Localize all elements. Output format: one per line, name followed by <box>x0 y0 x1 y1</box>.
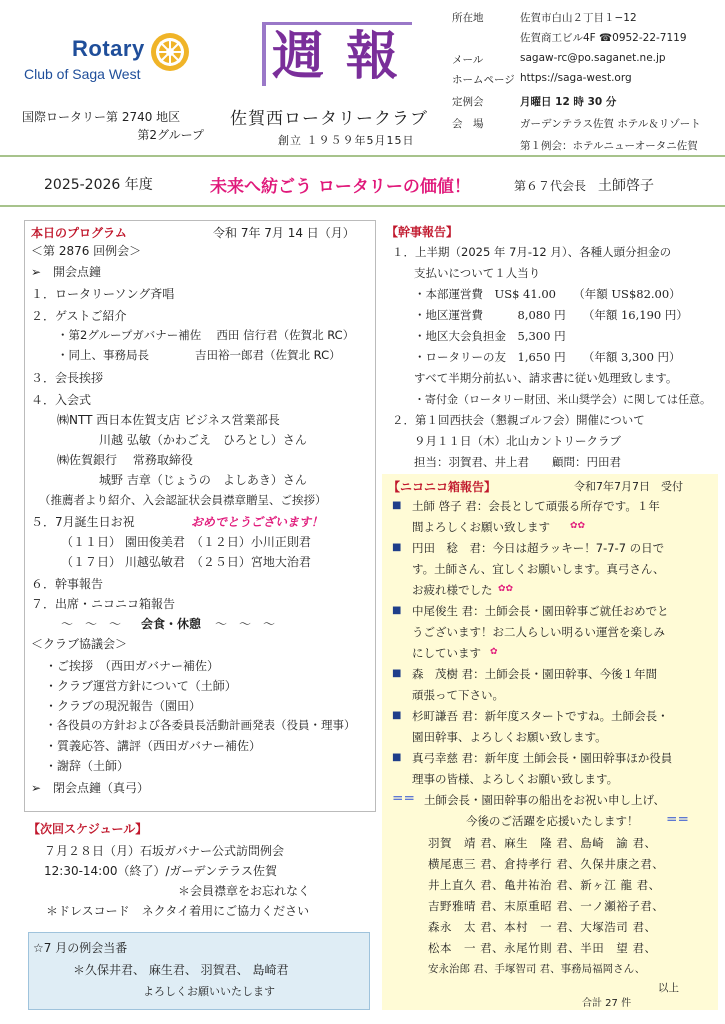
program-line: ・クラブの現況報告（園田） <box>45 699 202 713</box>
schedule-line: ＊ドレスコード ネクタイ着用にご協力ください <box>46 904 310 918</box>
flower-icon: ✿✿ <box>498 584 514 594</box>
info-value: 佐賀商工ビル4F ☎0952-22-7119 <box>520 32 687 44</box>
square-bullet-icon: ■ <box>392 542 402 553</box>
secretary-line: ・ロータリーの友 1,650 円 （年額 3,300 円） <box>414 350 681 364</box>
nikoniko-line: 森 茂樹 君：土師会長・園田幹事、今後１年間 <box>412 667 658 681</box>
program-line: ７．出席・ニコニコ箱報告 <box>31 597 176 611</box>
logo-club-text: Club of Saga West <box>24 66 141 82</box>
names-line: 森永 太 君、本村 一 君、大塚浩司 君、 <box>428 920 657 934</box>
secretary-line: ・地区運営費 8,080 円 （年額 16,190 円） <box>414 308 688 322</box>
page-title: 週報 <box>272 26 421 87</box>
program-line: ＜第 2876 回例会＞ <box>31 244 142 258</box>
program-line: （１７日） 川越弘敏君 （２５日）宮地大治君 <box>61 555 311 569</box>
info-label: 所在地 <box>452 12 484 24</box>
program-line: 川越 弘敏（かわごえ ひろとし）さん <box>99 433 307 447</box>
rotary-wheel-icon <box>148 30 192 74</box>
nikoniko-line: にしています <box>412 646 481 660</box>
program-line: ・クラブ運営方針について（土師） <box>45 679 237 693</box>
duty-members: ＊久保井君、 麻生君、 羽賀君、 島崎君 <box>73 963 289 977</box>
nikoniko-line: 円田 稔 君：今日は超ラッキー！7-7-7 の日で <box>412 541 665 555</box>
names-line: 安永治郎 君、手塚智司 君、事務局福岡さん、 <box>428 963 646 975</box>
program-line: ➢ 開会点鐘 <box>31 265 102 279</box>
nikoniko-line: す。土師さん、宜しくお願いします。真弓さん、 <box>412 562 665 576</box>
nikoniko-line: お疲れ様でした <box>412 583 493 597</box>
square-bullet-icon: ■ <box>392 668 402 679</box>
secretary-line: すべて半期分前払い、請求書に従い処理致します。 <box>414 371 678 385</box>
founded-date: 創立 １９５９年5月15日 <box>278 134 415 147</box>
equals-mark: ＝＝ <box>666 812 689 826</box>
program-line: （推薦者より紹介、入会認証状会員襟章贈呈、ご挨拶） <box>39 493 327 507</box>
names-line: 井上直久 君、亀井祐治 君、新ヶ江 龍 君、 <box>428 878 661 892</box>
duty-note: よろしくお願いいたします <box>143 985 275 998</box>
theme-slogan: 未来へ紡ごう ロータリーの価値！ <box>210 177 471 197</box>
square-bullet-icon: ■ <box>392 605 402 616</box>
program-line: ・質義応答、講評（西田ガバナー補佐） <box>45 739 262 753</box>
names-line: 横尾恵三 君、倉持孝行 君、久保井康之君、 <box>428 857 665 871</box>
birthday-message: おめでとうございます！ <box>191 515 324 529</box>
nikoniko-line: 今後のご活躍を応援いたします！ <box>466 814 639 828</box>
names-line: 松本 一 君、永尾竹則 君、半田 望 君、 <box>428 941 657 955</box>
info-value: 第１例会：ホテルニューオータニ佐賀 <box>520 140 698 152</box>
schedule-line: 12:30-14:00（終了）/ガーデンテラス佐賀 <box>44 864 277 878</box>
info-value[interactable]: https://saga-west.org <box>520 72 632 84</box>
schedule-line: ７月２８日（月）石坂ガバナー公式訪問例会 <box>44 844 285 858</box>
flower-icon: ✿ <box>490 647 498 657</box>
rotary-logo <box>20 28 180 90</box>
program-line: ４．入会式 <box>31 393 92 407</box>
program-line: ～ ～ ～ <box>215 617 276 631</box>
square-bullet-icon: ■ <box>392 500 402 511</box>
program-line: ・同上、事務局長 吉田裕一郎君（佐賀北 RC） <box>57 348 341 362</box>
program-date: 令和 7年 7月 14 日（月） <box>213 226 355 240</box>
info-value: 佐賀市白山２丁目１−12 <box>520 12 637 24</box>
program-line: ➢ 閉会点鐘（真弓） <box>31 781 150 795</box>
district-line2: 第2グループ <box>137 128 204 142</box>
nikoniko-line: 頑張って下さい。 <box>412 688 504 702</box>
duty-box <box>28 932 370 1010</box>
info-label: メール <box>452 54 484 66</box>
program-line: 会食・休憩 <box>141 617 202 631</box>
nikoniko-total: 合計 27 件 <box>582 998 632 1009</box>
names-line: 吉野雅晴 君、末原重昭 君、一ノ瀬裕子君、 <box>428 899 665 913</box>
secretary-line: 担当：羽賀君、井上君 顧問：円田君 <box>414 455 621 469</box>
program-box <box>24 220 376 812</box>
secretary-line: ９月１１日（木）北山カントリークラブ <box>414 434 621 448</box>
info-value: ガーデンテラス佐賀 ホテル＆リゾート <box>520 118 701 130</box>
program-line: （１１日） 園田俊美君 （１２日）小川正則君 <box>61 535 311 549</box>
nikoniko-date: 令和7年7月7日 受付 <box>574 480 683 493</box>
program-line: ＜クラブ協議会＞ <box>31 637 128 651</box>
nikoniko-line: 間よろしくお願い致します <box>412 520 550 534</box>
names-line: 羽賀 靖 君、麻生 隆 君、島崎 諭 君、 <box>428 836 657 850</box>
president <box>514 175 654 195</box>
logo-rotary-text: Rotary <box>72 36 145 61</box>
info-label: ホームページ <box>452 74 515 86</box>
secretary-line: ・地区大会負担金 5,300 円 <box>414 329 566 343</box>
secretary-line: ２．第１回西扶会（懇親ゴルフ会）開催について <box>392 413 645 427</box>
title-frame <box>262 22 421 87</box>
info-label: 定例会 <box>452 96 484 108</box>
program-title: 本日のプログラム <box>31 226 127 240</box>
secretary-line: ・本部運営費 US$ 41.00 （年額 US$82.00） <box>414 287 681 301</box>
flower-icon: ✿✿ <box>570 521 586 531</box>
program-line: １．ロータリーソング斉唱 <box>31 287 175 301</box>
theme-year: 2025-2026 年度 <box>44 177 153 193</box>
district-line1: 国際ロータリー第 2740 地区 <box>22 110 181 124</box>
program-line: ・各役員の方針および各委員長活動計画発表（役員・理事） <box>45 718 356 732</box>
secretary-line: 支払いについて１人当り <box>414 266 541 280</box>
nikoniko-end: 以上 <box>658 982 679 994</box>
nikoniko-line: うございます！お二人らしい明るい運営を楽しみ <box>412 625 665 639</box>
program-line: ・ご挨拶 （西田ガバナー補佐） <box>45 659 220 673</box>
nikoniko-line: 杉町謙吾 君：新年度スタートですね。土師会長・ <box>412 709 669 723</box>
nikoniko-box <box>382 474 718 1010</box>
president-name: 土師啓子 <box>598 178 655 194</box>
info-value: 月曜日 12 時 30 分 <box>520 96 617 108</box>
equals-mark: ＝＝ <box>392 791 415 805</box>
club-name: 佐賀西ロータリークラブ <box>230 109 428 129</box>
president-label: 第６７代会長 <box>514 179 587 193</box>
nikoniko-line: 中尾俊生 君：土師会長・園田幹事ご就任おめでと <box>412 604 669 618</box>
program-line: ㈱佐賀銀行 常務取締役 <box>57 453 193 467</box>
program-line: ３．会長挨拶 <box>31 371 104 385</box>
secretary-title: 【幹事報告】 <box>386 225 459 239</box>
program-line: ６．幹事報告 <box>31 577 104 591</box>
divider <box>0 205 725 207</box>
program-line: ・謝辞（土師） <box>45 759 130 773</box>
nikoniko-line: 理事の皆様、よろしくお願い致します。 <box>412 772 619 786</box>
program-line: ５．7月誕生日お祝 <box>31 515 135 529</box>
next-schedule-title: 【次回スケジュール】 <box>28 822 148 836</box>
secretary-line: １．上半期（2025 年 7月-12 月）、各種人頭分担金の <box>392 245 672 259</box>
program-line: 城野 吉章（じょうの よしあき）さん <box>99 473 307 487</box>
nikoniko-line: 土師 啓子 君：会長として頑張る所存です。１年 <box>412 499 660 513</box>
program-line: ・第2グループガバナー補佐 西田 信行君（佐賀北 RC） <box>57 328 355 342</box>
district-info <box>22 108 204 144</box>
nikoniko-title: 【ニコニコ箱報告】 <box>388 480 497 494</box>
nikoniko-line: 土師会長・園田幹事の船出をお祝い申し上げ、 <box>424 793 666 807</box>
schedule-line: ＊会員襟章をお忘れなく <box>178 884 311 898</box>
square-bullet-icon: ■ <box>392 710 402 721</box>
info-label: 会 場 <box>452 118 484 130</box>
secretary-line: ・寄付金（ロータリー財団、米山奨学会）に関しては任意。 <box>414 393 711 406</box>
program-line: ㈱NTT 西日本佐賀支店 ビジネス営業部長 <box>57 413 280 427</box>
duty-title: ☆7 月の例会当番 <box>33 941 128 955</box>
program-line: ～ ～ ～ <box>61 617 122 631</box>
nikoniko-line: 真弓幸慈 君：新年度 土師会長・園田幹事ほか役員 <box>412 751 673 765</box>
info-value: sagaw-rc@po.saganet.ne.jp <box>520 52 666 64</box>
program-line: ２．ゲストご紹介 <box>31 309 127 323</box>
square-bullet-icon: ■ <box>392 752 402 763</box>
nikoniko-line: 園田幹事、よろしくお願い致します。 <box>412 730 607 744</box>
divider <box>0 155 725 157</box>
